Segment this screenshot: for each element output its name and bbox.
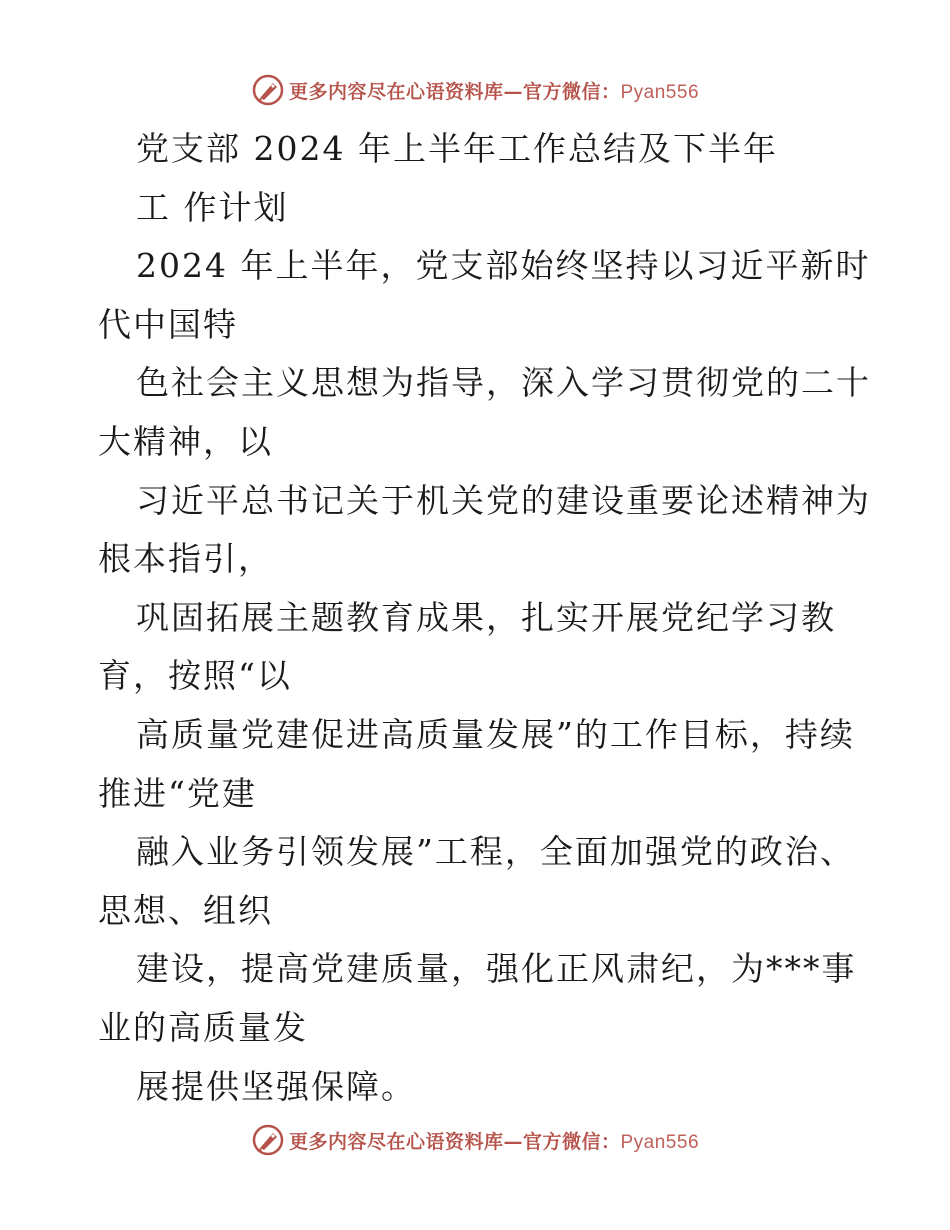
document-text-line: 习近平总书记关于机关党的建设重要论述精神为 bbox=[136, 480, 871, 520]
document-text-line: 色社会主义思想为指导，深入学习贯彻党的二十 bbox=[136, 363, 871, 403]
pen-nib-logo-icon bbox=[251, 1123, 285, 1157]
document-text-line: 思想、组织 bbox=[98, 890, 273, 930]
watermark-text: 更多内容尽在心语资料库—官方微信： bbox=[288, 1130, 621, 1153]
pen-nib-logo-icon bbox=[251, 73, 285, 107]
document-text-line: 推进“党建 bbox=[98, 773, 257, 813]
footer-watermark-banner bbox=[0, 1120, 950, 1160]
watermark-wechat-id: Pyan556 bbox=[620, 1131, 700, 1153]
document-text-line: 大精神，以 bbox=[98, 421, 273, 461]
document-title-line: 党支部 2024 年上半年工作总结及下半年 bbox=[136, 129, 778, 168]
watermark-wechat-id: Pyan556 bbox=[620, 81, 700, 103]
header-watermark-banner bbox=[0, 70, 950, 110]
document-text-line: 展提供坚强保障。 bbox=[136, 1066, 416, 1106]
document-text-line: 2024 年上半年，党支部始终坚持以习近平新时 bbox=[136, 246, 871, 286]
document-text-line: 业的高质量发 bbox=[98, 1007, 308, 1047]
document-title-line: 工 作计划 bbox=[136, 187, 289, 227]
document-text-line: 高质量党建促进高质量发展”的工作目标，持续 bbox=[136, 714, 855, 754]
watermark-text: 更多内容尽在心语资料库—官方微信： bbox=[288, 80, 621, 103]
document-text-line: 根本指引， bbox=[98, 539, 273, 579]
document-body bbox=[98, 120, 871, 1116]
document-text-line: 建设，提高党建质量，强化正风肃纪，为***事 bbox=[136, 949, 857, 989]
document-text-line: 代中国特 bbox=[98, 304, 238, 344]
document-text-line: 巩固拓展主题教育成果，扎实开展党纪学习教 bbox=[136, 597, 836, 637]
document-text-line: 育，按照“以 bbox=[98, 656, 292, 696]
document-text-line: 融入业务引领发展”工程，全面加强党的政治、 bbox=[136, 832, 855, 872]
